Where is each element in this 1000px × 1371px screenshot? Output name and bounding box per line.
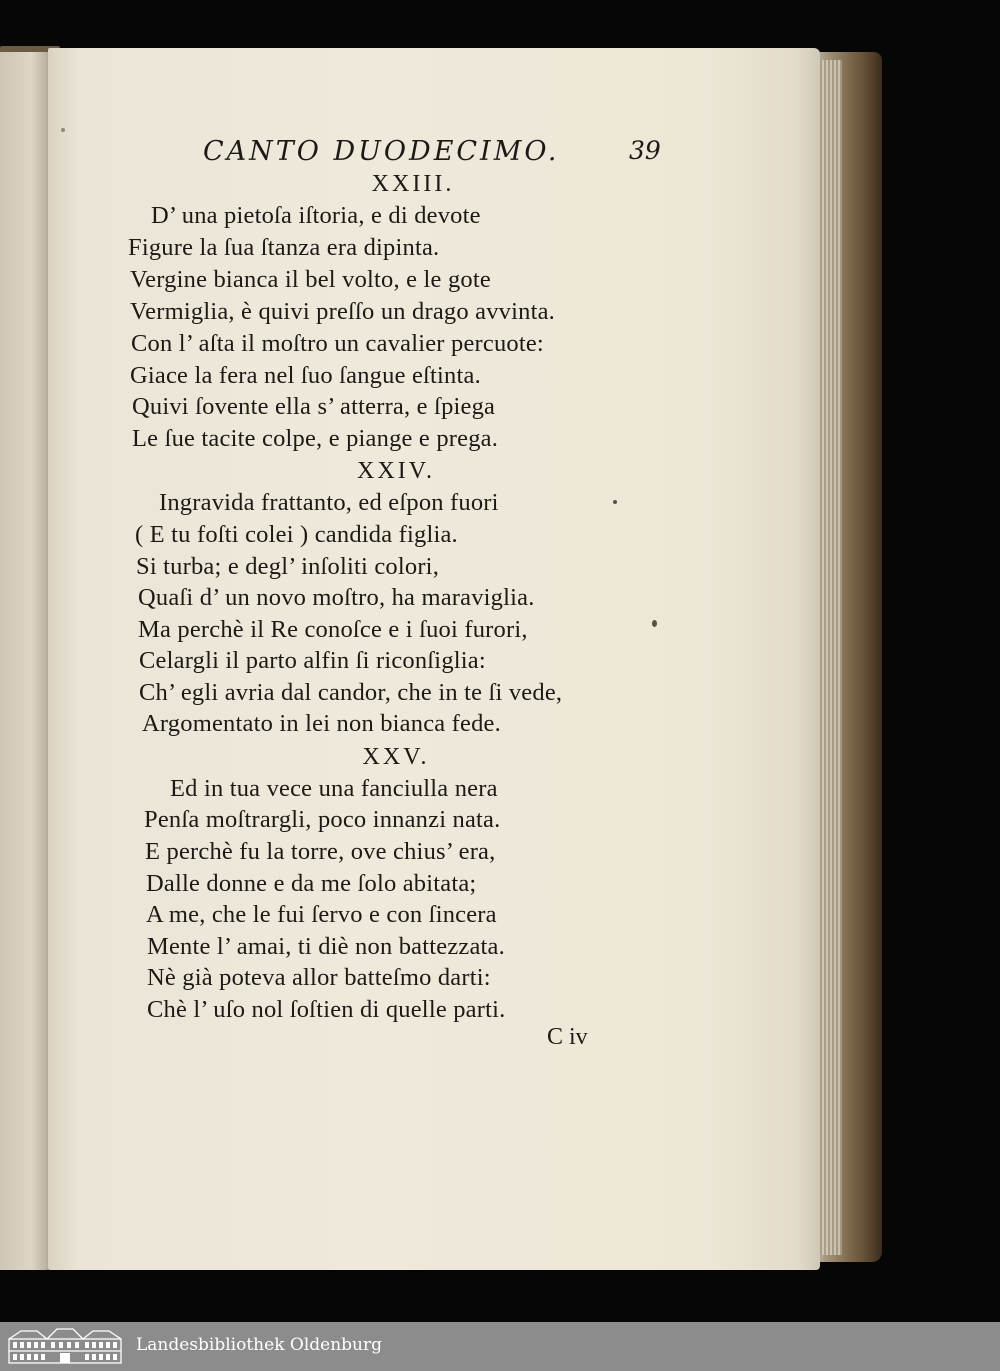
verse-line: Penſa moſtrargli, poco innanzi nata. [144, 806, 501, 833]
verse-line: Ed in tua vece una fanciulla nera [170, 775, 498, 802]
verse-line: Ch’ egli avria dal candor, che in te ſi vede, [139, 679, 563, 706]
verse-line: Quivi ſovente ella s’ atterra, e ſpiega [132, 393, 496, 420]
stanza-title: XXIV. [357, 458, 435, 484]
running-header: CANTO DUODECIMO. [203, 136, 560, 167]
verse-line: Celargli il parto alfin ſi riconſiglia: [139, 647, 486, 674]
verse-line: Giace la fera nel ſuo ſangue eſtinta. [130, 362, 481, 389]
verse-line: Le ſue tacite colpe, e piange e prega. [132, 425, 499, 452]
verse-line: Chè l’ uſo nol ſoſtien di quelle parti. [147, 996, 506, 1023]
verse-line: Mente l’ amai, ti diè non battezzata. [147, 933, 505, 960]
left-page-edge [0, 52, 52, 1270]
verse-line: Vergine bianca il bel volto, e le gote [130, 266, 491, 293]
verse-line: A me, che le fui ſervo e con ſincera [146, 901, 497, 928]
stanza-title: XXV. [362, 744, 430, 770]
signature-mark: C iv [547, 1024, 588, 1050]
library-building-icon [7, 1327, 123, 1365]
page-block-edge [818, 60, 842, 1255]
verse-line: Ingravida frattanto, ed eſpon fuori [159, 489, 499, 516]
verse-line: Si turba; e degl’ inſoliti colori, [136, 553, 440, 580]
page-number: 39 [629, 136, 661, 165]
library-name: Landesbibliothek Oldenburg [136, 1335, 383, 1355]
stanza-title: XXIII. [371, 171, 455, 197]
verse-line: Con l’ aſta il moſtro un cavalier percuote: [131, 330, 544, 357]
verse-line: Argomentato in lei non bianca fede. [142, 710, 501, 737]
verse-line: Quaſi d’ un novo moſtro, ha maraviglia. [138, 584, 535, 611]
paper-speck [613, 500, 617, 504]
verse-line: D’ una pietoſa iſtoria, e di devote [151, 202, 481, 229]
verse-line: Figure la ſua ſtanza era dipinta. [128, 234, 440, 261]
paper-speck [61, 128, 65, 132]
verse-line: Ma perchè il Re conoſce e i ſuoi furori, [138, 616, 528, 643]
verse-line: E perchè fu la torre, ove chius’ era, [145, 838, 496, 865]
verse-line: Nè già poteva allor batteſmo darti: [147, 964, 491, 991]
footer-bar [0, 1322, 1000, 1371]
verse-line: Dalle donne e da me ſolo abitata; [146, 870, 477, 897]
verse-line: ( E tu foſti colei ) candida figlia. [135, 521, 458, 548]
verse-line: Vermiglia, è quivi preſſo un drago avvinta. [130, 298, 555, 325]
paper-speck [652, 620, 657, 627]
